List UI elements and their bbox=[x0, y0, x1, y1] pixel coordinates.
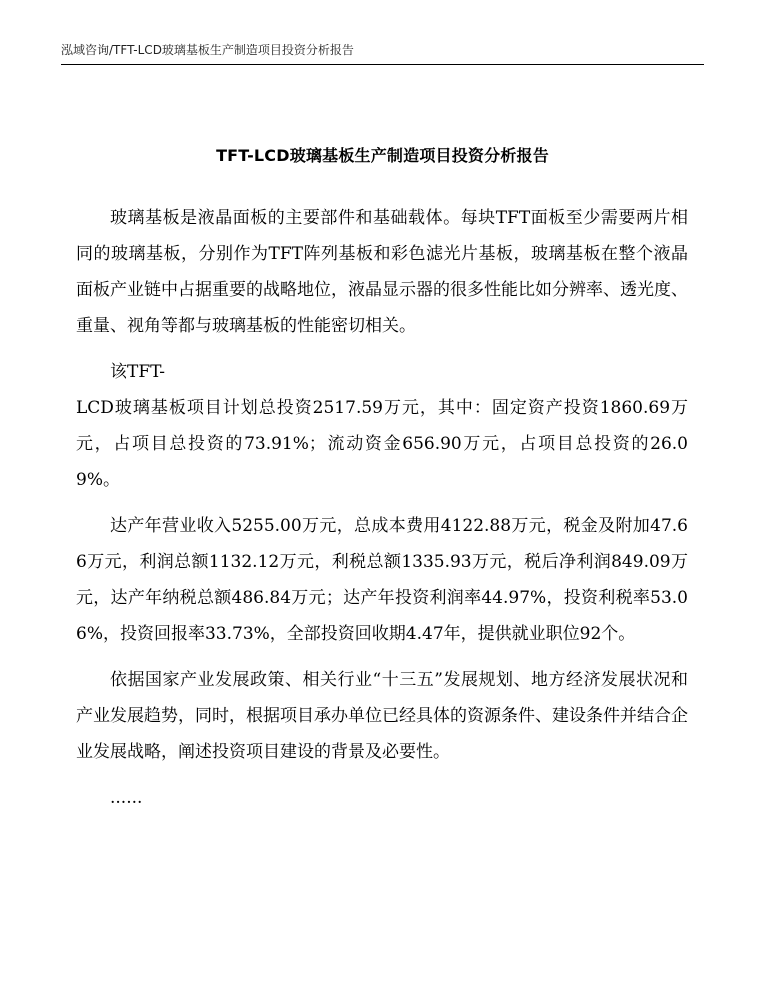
paragraph-policy-basis: 依据国家产业发展政策、相关行业“十三五”发展规划、地方经济发展状况和产业发展趋势，同时，根据项目承办单位已经具体的资源条件、建设条件并结合企业发展战略，阐述投资项目建设的背景及必要性。 bbox=[76, 670, 688, 762]
continuation-ellipsis: ...... bbox=[110, 788, 143, 808]
header-divider bbox=[61, 64, 704, 65]
running-header: 泓域咨询/TFT-LCD玻璃基板生产制造项目投资分析报告 bbox=[61, 43, 354, 57]
paragraph-investment: LCD玻璃基板项目计划总投资2517.59万元，其中：固定资产投资1860.69万元，占项目总投资的73.91%；流动资金656.90万元，占项目总投资的26.09%。 bbox=[76, 398, 688, 490]
document-body bbox=[76, 200, 688, 816]
document-title: TFT-LCD玻璃基板生产制造项目投资分析报告 bbox=[216, 146, 549, 165]
paragraph-financials: 达产年营业收入5255.00万元，总成本费用4122.88万元，税金及附加47.66万元，利润总额1132.12万元，利税总额1335.93万元，税后净利润849.09万元，达产年纳税总额486.84万元；达产年投资利润率44.97%，投资利税率53.06%，投资回报率33.73%，全部投资回收期4.47年，提供就业职位92个。 bbox=[76, 516, 688, 644]
paragraph-investment-lead: 该TFT- bbox=[110, 362, 166, 382]
paragraph-intro: 玻璃基板是液晶面板的主要部件和基础载体。每块TFT面板至少需要两片相同的玻璃基板，分别作为TFT阵列基板和彩色滤光片基板，玻璃基板在整个液晶面板产业链中占据重要的战略地位，液晶显示器的很多性能比如分辨率、透光度、重量、视角等都与玻璃基板的性能密切相关。 bbox=[76, 208, 688, 336]
